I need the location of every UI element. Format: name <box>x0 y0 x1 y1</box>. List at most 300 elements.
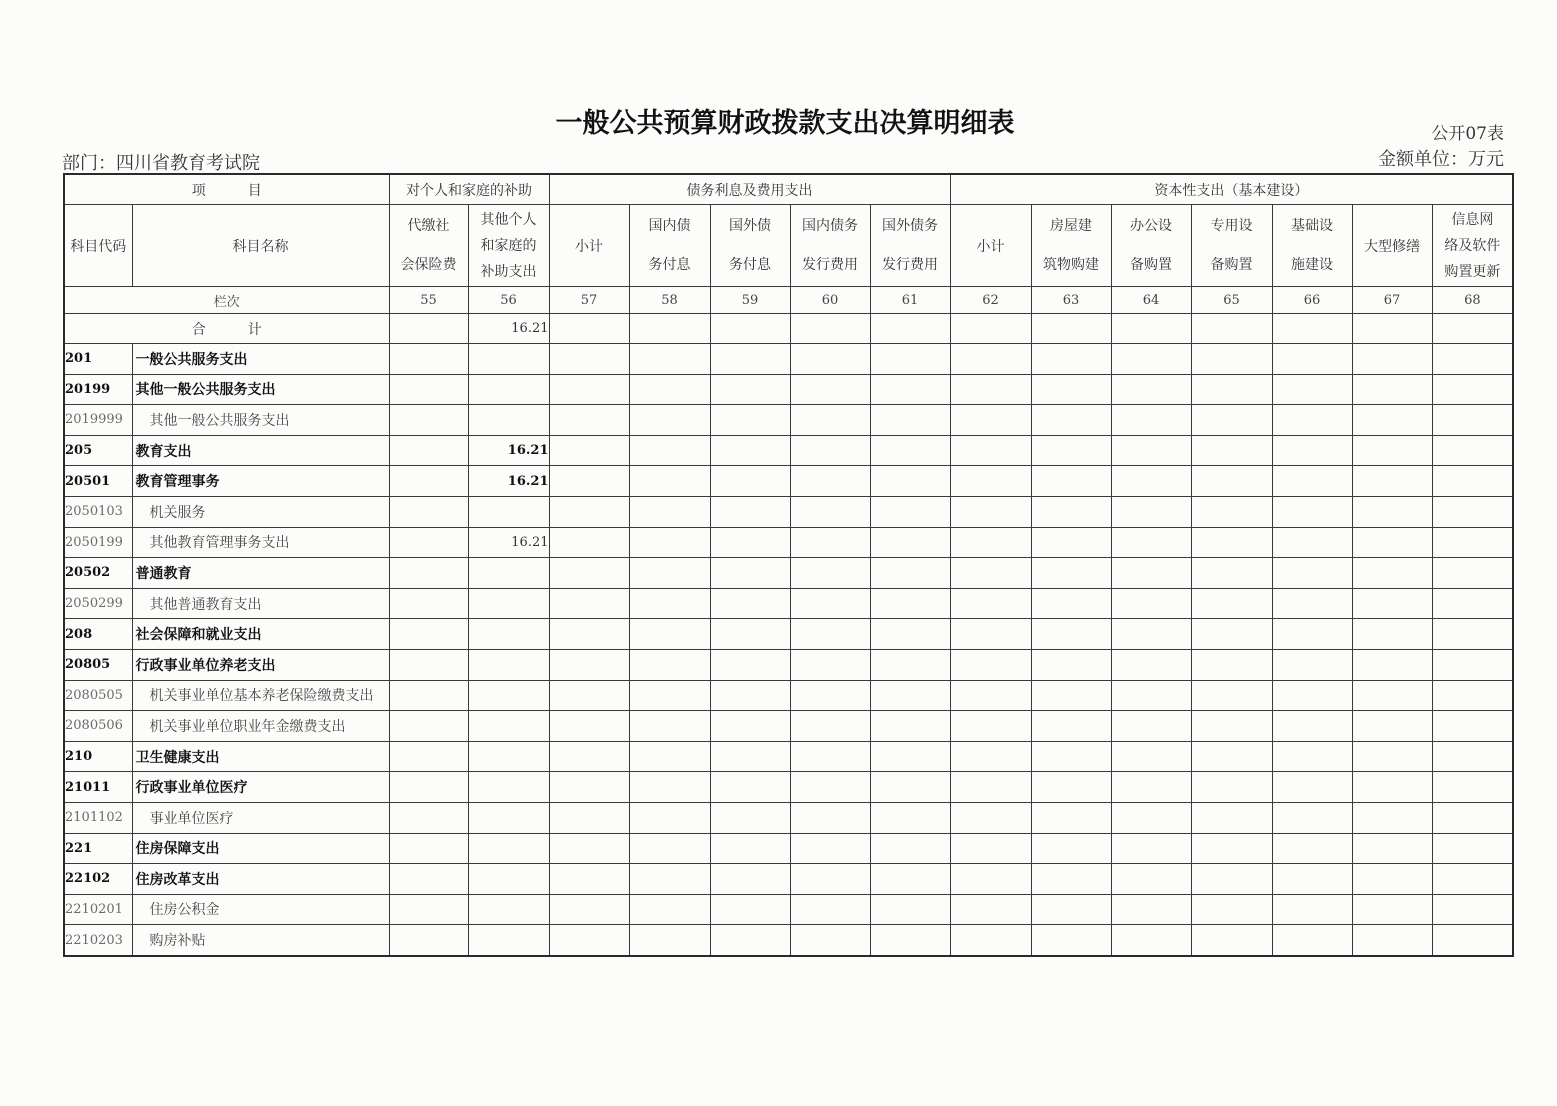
amount-cell <box>870 802 950 833</box>
amount-cell <box>549 649 629 680</box>
amount-cell <box>549 588 629 619</box>
amount-cell <box>1031 680 1111 711</box>
column-header: 代缴社 会保险费 <box>389 205 468 287</box>
amount-cell <box>1352 466 1432 497</box>
amount-cell <box>1111 864 1191 895</box>
column-number: 60 <box>790 287 870 314</box>
table-row <box>64 496 1513 527</box>
item-group-header: 项 目 <box>64 174 389 205</box>
table-row <box>64 833 1513 864</box>
column-number: 66 <box>1272 287 1352 314</box>
table-row <box>64 619 1513 650</box>
amount-cell <box>790 833 870 864</box>
amount-cell <box>1352 619 1432 650</box>
amount-cell <box>870 619 950 650</box>
amount-cell <box>1432 680 1513 711</box>
amount-cell <box>389 374 468 405</box>
amount-cell <box>629 405 710 436</box>
subject-code: 2050299 <box>64 588 132 619</box>
amount-cell <box>790 649 870 680</box>
amount-cell <box>389 711 468 742</box>
amount-cell <box>1432 558 1513 589</box>
amount-cell <box>1432 466 1513 497</box>
column-header: 小计 <box>549 205 629 287</box>
amount-cell <box>629 496 710 527</box>
amount-cell <box>1191 925 1272 956</box>
amount-cell <box>1272 802 1352 833</box>
amount-cell <box>389 833 468 864</box>
amount-cell <box>1272 496 1352 527</box>
total-value <box>790 314 870 344</box>
subject-code: 2019999 <box>64 405 132 436</box>
amount-cell <box>629 374 710 405</box>
capital-expenditure-group-header: 资本性支出（基本建设） <box>950 174 1513 205</box>
amount-cell <box>1191 527 1272 558</box>
column-number: 55 <box>389 287 468 314</box>
amount-cell <box>1432 894 1513 925</box>
amount-cell <box>710 711 790 742</box>
subject-name: 其他普通教育支出 <box>132 588 389 619</box>
amount-cell <box>1272 435 1352 466</box>
amount-cell <box>468 833 549 864</box>
amount-cell <box>468 802 549 833</box>
amount-cell <box>1432 374 1513 405</box>
subject-name: 购房补贴 <box>132 925 389 956</box>
group-header-row <box>64 174 1513 205</box>
subject-code: 2210201 <box>64 894 132 925</box>
amount-cell <box>950 711 1031 742</box>
amount-cell <box>790 374 870 405</box>
amount-cell <box>1432 619 1513 650</box>
amount-cell <box>710 802 790 833</box>
subject-code: 20199 <box>64 374 132 405</box>
amount-cell <box>790 558 870 589</box>
amount-cell <box>870 925 950 956</box>
amount-cell <box>950 649 1031 680</box>
amount-cell <box>1352 344 1432 375</box>
amount-cell <box>870 344 950 375</box>
amount-cell <box>1432 925 1513 956</box>
amount-cell <box>710 496 790 527</box>
amount-cell <box>1432 344 1513 375</box>
amount-cell <box>629 588 710 619</box>
total-value: 16.21 <box>468 314 549 344</box>
amount-cell <box>1111 527 1191 558</box>
table-row <box>64 741 1513 772</box>
amount-cell <box>1111 435 1191 466</box>
amount-cell <box>950 405 1031 436</box>
amount-cell <box>629 864 710 895</box>
amount-cell <box>389 894 468 925</box>
amount-cell <box>468 772 549 803</box>
subject-code: 2050103 <box>64 496 132 527</box>
amount-cell <box>549 864 629 895</box>
amount-cell: 16.21 <box>468 527 549 558</box>
amount-cell <box>1432 741 1513 772</box>
amount-cell <box>950 864 1031 895</box>
amount-cell <box>1191 344 1272 375</box>
amount-cell <box>549 435 629 466</box>
amount-cell <box>1191 435 1272 466</box>
amount-cell <box>790 711 870 742</box>
amount-cell <box>1272 741 1352 772</box>
amount-cell <box>1352 864 1432 895</box>
amount-cell <box>950 741 1031 772</box>
column-number: 65 <box>1191 287 1272 314</box>
amount-cell <box>1031 588 1111 619</box>
amount-cell <box>468 374 549 405</box>
name-column-header: 科目名称 <box>132 205 389 287</box>
amount-cell <box>870 405 950 436</box>
amount-cell <box>629 894 710 925</box>
table-row <box>64 711 1513 742</box>
amount-cell <box>629 344 710 375</box>
amount-cell <box>1272 680 1352 711</box>
amount-cell <box>549 619 629 650</box>
amount-cell <box>1191 649 1272 680</box>
amount-cell <box>1352 435 1432 466</box>
subject-name: 机关服务 <box>132 496 389 527</box>
amount-cell <box>1191 894 1272 925</box>
amount-cell <box>1111 680 1191 711</box>
amount-cell <box>790 344 870 375</box>
amount-cell <box>1031 894 1111 925</box>
amount-cell: 16.21 <box>468 435 549 466</box>
personal-subsidy-group-header: 对个人和家庭的补助 <box>389 174 549 205</box>
amount-cell <box>710 833 790 864</box>
amount-cell <box>1031 496 1111 527</box>
column-number: 62 <box>950 287 1031 314</box>
amount-cell <box>549 711 629 742</box>
amount-cell <box>790 619 870 650</box>
table-row <box>64 527 1513 558</box>
subject-name: 住房保障支出 <box>132 833 389 864</box>
amount-cell <box>710 405 790 436</box>
subject-name: 一般公共服务支出 <box>132 344 389 375</box>
amount-cell <box>389 649 468 680</box>
amount-cell <box>1352 925 1432 956</box>
amount-cell <box>389 741 468 772</box>
amount-cell <box>950 772 1031 803</box>
amount-cell <box>1031 649 1111 680</box>
amount-cell <box>1272 527 1352 558</box>
debt-interest-group-header: 债务利息及费用支出 <box>549 174 950 205</box>
amount-cell <box>1432 711 1513 742</box>
total-value <box>1191 314 1272 344</box>
amount-cell <box>710 864 790 895</box>
amount-cell <box>1352 894 1432 925</box>
amount-cell <box>1191 558 1272 589</box>
amount-cell <box>870 864 950 895</box>
amount-cell <box>629 680 710 711</box>
table-row <box>64 925 1513 956</box>
amount-cell <box>389 466 468 497</box>
table-row <box>64 680 1513 711</box>
column-number: 63 <box>1031 287 1111 314</box>
total-value <box>870 314 950 344</box>
amount-cell <box>790 894 870 925</box>
subject-code: 20502 <box>64 558 132 589</box>
amount-cell <box>790 680 870 711</box>
amount-cell <box>468 405 549 436</box>
table-row <box>64 466 1513 497</box>
amount-cell <box>1111 558 1191 589</box>
amount-cell <box>870 466 950 497</box>
subject-name: 其他一般公共服务支出 <box>132 374 389 405</box>
amount-cell <box>389 405 468 436</box>
amount-cell <box>1111 741 1191 772</box>
total-value <box>389 314 468 344</box>
amount-cell <box>1031 435 1111 466</box>
amount-cell <box>1191 588 1272 619</box>
amount-cell <box>1352 711 1432 742</box>
amount-cell <box>710 649 790 680</box>
subject-code: 20805 <box>64 649 132 680</box>
amount-cell <box>1352 496 1432 527</box>
amount-cell <box>549 496 629 527</box>
column-header: 国内债 务付息 <box>629 205 710 287</box>
amount-cell <box>1191 619 1272 650</box>
amount-cell <box>870 496 950 527</box>
amount-cell <box>1111 374 1191 405</box>
amount-cell <box>1272 711 1352 742</box>
amount-cell <box>549 405 629 436</box>
amount-cell <box>1352 802 1432 833</box>
index-label: 栏次 <box>64 287 389 314</box>
amount-cell <box>790 772 870 803</box>
subject-name: 住房公积金 <box>132 894 389 925</box>
amount-cell <box>1352 405 1432 436</box>
amount-cell <box>1432 588 1513 619</box>
amount-cell <box>629 741 710 772</box>
amount-cell <box>1111 894 1191 925</box>
amount-cell <box>468 711 549 742</box>
amount-cell <box>629 527 710 558</box>
amount-cell <box>1432 435 1513 466</box>
amount-cell <box>1031 925 1111 956</box>
subject-code: 21011 <box>64 772 132 803</box>
subject-code: 205 <box>64 435 132 466</box>
amount-cell <box>1272 894 1352 925</box>
amount-cell <box>950 894 1031 925</box>
amount-cell <box>710 374 790 405</box>
column-number: 67 <box>1352 287 1432 314</box>
amount-cell <box>629 833 710 864</box>
subject-code: 221 <box>64 833 132 864</box>
amount-cell <box>950 802 1031 833</box>
amount-cell <box>870 680 950 711</box>
amount-cell <box>1432 649 1513 680</box>
amount-cell <box>1352 680 1432 711</box>
total-value <box>1432 314 1513 344</box>
index-row <box>64 287 1513 314</box>
amount-cell <box>1111 588 1191 619</box>
amount-cell <box>629 649 710 680</box>
amount-cell <box>1031 772 1111 803</box>
table-row <box>64 558 1513 589</box>
amount-cell <box>549 527 629 558</box>
amount-cell <box>1272 588 1352 619</box>
amount-cell <box>549 925 629 956</box>
column-header: 办公设 备购置 <box>1111 205 1191 287</box>
subject-code: 2080505 <box>64 680 132 711</box>
budget-detail-table <box>63 173 1514 957</box>
amount-cell <box>468 894 549 925</box>
amount-cell <box>468 741 549 772</box>
amount-cell <box>1191 711 1272 742</box>
amount-cell <box>710 680 790 711</box>
amount-cell <box>629 925 710 956</box>
subject-name: 教育支出 <box>132 435 389 466</box>
amount-cell <box>1111 711 1191 742</box>
subject-name: 机关事业单位基本养老保险缴费支出 <box>132 680 389 711</box>
amount-cell <box>1272 864 1352 895</box>
amount-cell <box>950 374 1031 405</box>
amount-cell <box>790 527 870 558</box>
amount-cell <box>950 558 1031 589</box>
column-header: 信息网 络及软件 购置更新 <box>1432 205 1513 287</box>
amount-cell <box>389 344 468 375</box>
subject-name: 事业单位医疗 <box>132 802 389 833</box>
amount-cell <box>1432 496 1513 527</box>
amount-cell <box>1191 680 1272 711</box>
amount-cell <box>549 466 629 497</box>
amount-cell <box>468 864 549 895</box>
amount-cell <box>790 741 870 772</box>
amount-cell <box>389 558 468 589</box>
total-value <box>1272 314 1352 344</box>
amount-cell <box>1111 619 1191 650</box>
amount-cell <box>1272 649 1352 680</box>
amount-cell <box>790 802 870 833</box>
amount-cell <box>1191 374 1272 405</box>
column-header: 其他个人 和家庭的 补助支出 <box>468 205 549 287</box>
amount-cell <box>1352 772 1432 803</box>
table-row <box>64 649 1513 680</box>
column-number: 61 <box>870 287 950 314</box>
column-header: 基础设 施建设 <box>1272 205 1352 287</box>
amount-cell <box>870 588 950 619</box>
amount-cell <box>1111 925 1191 956</box>
subject-name: 其他教育管理事务支出 <box>132 527 389 558</box>
amount-cell <box>710 741 790 772</box>
amount-cell <box>1031 527 1111 558</box>
amount-cell <box>389 588 468 619</box>
subject-name: 社会保障和就业支出 <box>132 619 389 650</box>
amount-cell <box>950 435 1031 466</box>
amount-cell <box>1031 619 1111 650</box>
column-header: 国外债 务付息 <box>710 205 790 287</box>
amount-cell <box>1352 588 1432 619</box>
amount-cell <box>1432 772 1513 803</box>
table-row <box>64 374 1513 405</box>
amount-cell <box>1272 925 1352 956</box>
total-row <box>64 314 1513 344</box>
amount-cell: 16.21 <box>468 466 549 497</box>
amount-cell <box>1031 711 1111 742</box>
amount-cell <box>629 466 710 497</box>
amount-cell <box>1031 344 1111 375</box>
amount-cell <box>1272 833 1352 864</box>
amount-cell <box>790 496 870 527</box>
page-title: 一般公共预算财政拨款支出决算明细表 <box>555 108 1015 139</box>
subject-code: 210 <box>64 741 132 772</box>
table-row <box>64 894 1513 925</box>
subject-code: 201 <box>64 344 132 375</box>
subject-code: 2080506 <box>64 711 132 742</box>
amount-cell <box>468 558 549 589</box>
amount-cell <box>1031 466 1111 497</box>
subject-name: 住房改革支出 <box>132 864 389 895</box>
amount-cell <box>1272 374 1352 405</box>
amount-cell <box>710 466 790 497</box>
amount-cell <box>1352 741 1432 772</box>
amount-cell <box>710 558 790 589</box>
column-header-row <box>64 205 1513 287</box>
amount-cell <box>549 772 629 803</box>
amount-cell <box>950 588 1031 619</box>
column-header: 小计 <box>950 205 1031 287</box>
amount-cell <box>950 680 1031 711</box>
amount-cell <box>468 496 549 527</box>
total-value <box>549 314 629 344</box>
amount-cell <box>468 680 549 711</box>
total-value <box>1111 314 1191 344</box>
amount-cell <box>389 925 468 956</box>
column-number: 56 <box>468 287 549 314</box>
amount-cell <box>870 527 950 558</box>
subject-name: 机关事业单位职业年金缴费支出 <box>132 711 389 742</box>
amount-cell <box>710 619 790 650</box>
amount-cell <box>870 558 950 589</box>
amount-cell <box>549 833 629 864</box>
column-number: 59 <box>710 287 790 314</box>
amount-cell <box>1191 833 1272 864</box>
total-value <box>629 314 710 344</box>
amount-cell <box>389 680 468 711</box>
amount-cell <box>870 711 950 742</box>
amount-cell <box>870 741 950 772</box>
amount-cell <box>710 772 790 803</box>
amount-cell <box>549 344 629 375</box>
table-row <box>64 344 1513 375</box>
amount-cell <box>790 466 870 497</box>
amount-cell <box>549 741 629 772</box>
amount-cell <box>1432 802 1513 833</box>
subject-name: 卫生健康支出 <box>132 741 389 772</box>
amount-cell <box>468 588 549 619</box>
subject-name: 教育管理事务 <box>132 466 389 497</box>
amount-cell <box>1111 466 1191 497</box>
amount-cell <box>389 802 468 833</box>
amount-cell <box>1031 802 1111 833</box>
amount-cell <box>629 711 710 742</box>
table-row <box>64 772 1513 803</box>
amount-cell <box>1111 802 1191 833</box>
amount-cell <box>1352 558 1432 589</box>
table-row <box>64 588 1513 619</box>
amount-cell <box>710 435 790 466</box>
amount-cell <box>1432 833 1513 864</box>
amount-cell <box>1191 741 1272 772</box>
amount-cell <box>790 435 870 466</box>
amount-cell <box>1432 527 1513 558</box>
code-column-header: 科目代码 <box>64 205 132 287</box>
amount-cell <box>1191 496 1272 527</box>
table-row <box>64 864 1513 895</box>
amount-cell <box>710 344 790 375</box>
column-header: 大型修缮 <box>1352 205 1432 287</box>
